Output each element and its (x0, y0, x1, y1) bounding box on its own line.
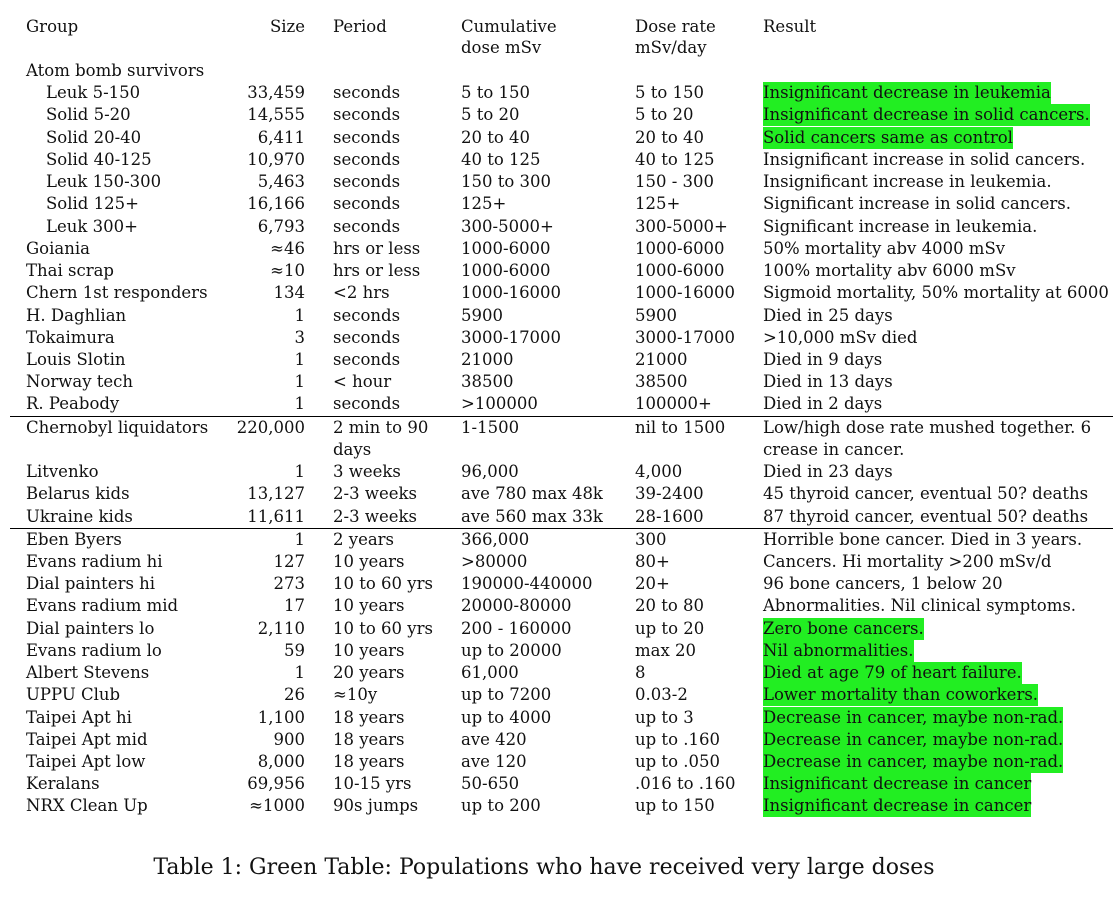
cell-group: Chern 1st responders (26, 283, 208, 302)
table-row (0, 260, 1113, 282)
cell-dose-rate: 300-5000+ (635, 217, 728, 236)
cell-size: 11,611 (247, 507, 305, 526)
cell-period: 10-15 yrs (333, 774, 412, 793)
cell-group: Chernobyl liquidators (26, 418, 209, 437)
cell-group: Evans radium lo (26, 641, 162, 660)
table-row (0, 573, 1113, 595)
table-caption: Table 1: Green Table: Populations who have received very large doses (153, 855, 935, 880)
cell-result: Significant increase in solid cancers. (763, 194, 1071, 213)
cell-group: Leuk 300+ (46, 217, 138, 236)
cell-group: R. Peabody (26, 394, 120, 413)
cell-cumulative-dose: 150 to 300 (461, 172, 552, 191)
cell-period: 2 years (333, 530, 395, 549)
cell-period: 2-3 weeks (333, 484, 417, 503)
cell-size: 3 (294, 328, 305, 347)
cell-size: 1 (294, 394, 305, 413)
cell-dose-rate: 38500 (635, 372, 688, 391)
cell-period: 10 years (333, 641, 405, 660)
cell-cumulative-dose: 1000-6000 (461, 261, 551, 280)
cell-cumulative-dose: 5 to 150 (461, 83, 531, 102)
cell-period: seconds (333, 394, 401, 413)
header-dose-rate (635, 16, 716, 58)
cell-size: 1 (294, 306, 305, 325)
cell-size: 1 (294, 663, 305, 682)
cell-cumulative-dose: 20000-80000 (461, 596, 572, 615)
cell-period: seconds (333, 217, 401, 236)
cell-period: seconds (333, 306, 401, 325)
cell-result: Low/high dose rate mushed together. 6 (763, 418, 1092, 437)
table-row (0, 82, 1113, 104)
cell-cumulative-dose: 38500 (461, 372, 514, 391)
cell-size: 14,555 (247, 105, 305, 124)
cell-cumulative-dose: 3000-17000 (461, 328, 562, 347)
cell-dose-rate: 28-1600 (635, 507, 704, 526)
header-dose-rate-line1: Dose rate (635, 17, 716, 36)
cell-cumulative-dose: 190000-440000 (461, 574, 593, 593)
table-row (0, 506, 1113, 528)
cell-dose-rate: 40 to 125 (635, 150, 715, 169)
cell-size: 59 (284, 641, 305, 660)
cell-dose-rate: nil to 1500 (635, 418, 726, 437)
table-row (0, 371, 1113, 393)
cell-group: Keralans (26, 774, 100, 793)
table-row (0, 595, 1113, 617)
cell-size: 8,000 (257, 752, 305, 771)
section-row (0, 60, 1113, 82)
cell-size: 10,970 (247, 150, 305, 169)
cell-group: Leuk 150-300 (46, 172, 162, 191)
table-row (0, 305, 1113, 327)
cell-result: Decrease in cancer, maybe non-rad. (763, 708, 1064, 727)
cell-cumulative-dose: up to 20000 (461, 641, 562, 660)
cell-cumulative-dose: 20 to 40 (461, 128, 531, 147)
cell-group: UPPU Club (26, 685, 121, 704)
cell-group: Louis Slotin (26, 350, 126, 369)
cell-result: Died at age 79 of heart failure. (763, 663, 1022, 682)
cell-dose-rate: 150 - 300 (635, 172, 715, 191)
cell-size: 16,166 (247, 194, 305, 213)
cell-period: 10 to 60 yrs (333, 574, 433, 593)
cell-result: Insignificant increase in leukemia. (763, 172, 1052, 191)
cell-result: 45 thyroid cancer, eventual 50? deaths (763, 484, 1089, 503)
table-row (0, 417, 1113, 459)
divider-rule-1 (10, 416, 1113, 417)
cell-cumulative-dose: ave 420 (461, 730, 527, 749)
cell-size: 26 (284, 685, 305, 704)
cell-period: 20 years (333, 663, 405, 682)
cell-result: Decrease in cancer, maybe non-rad. (763, 752, 1064, 771)
cell-dose-rate: up to 150 (635, 796, 715, 815)
cell-cumulative-dose: 5900 (461, 306, 503, 325)
cell-result: Cancers. Hi mortality >200 mSv/d (763, 552, 1052, 571)
cell-size: 134 (273, 283, 305, 302)
cell-group: Dial painters hi (26, 574, 156, 593)
cell-size: 1 (294, 350, 305, 369)
cell-result: >10,000 mSv died (763, 328, 918, 347)
table-row (0, 216, 1113, 238)
cell-cumulative-dose: 200 - 160000 (461, 619, 572, 638)
cell-dose-rate: 1000-6000 (635, 239, 725, 258)
cell-dose-rate: 5 to 150 (635, 83, 705, 102)
cell-dose-rate: 5 to 20 (635, 105, 694, 124)
cell-dose-rate: 1000-16000 (635, 283, 736, 302)
cell-size: 220,000 (236, 418, 305, 437)
cell-result: 100% mortality abv 6000 mSv (763, 261, 1016, 280)
cell-cumulative-dose: 1000-6000 (461, 239, 551, 258)
cell-dose-rate: max 20 (635, 641, 697, 660)
cell-period: 18 years (333, 708, 405, 727)
table-row (0, 171, 1113, 193)
cell-group: Evans radium hi (26, 552, 163, 571)
table-row (0, 684, 1113, 706)
cell-cumulative-dose: 40 to 125 (461, 150, 541, 169)
cell-group: NRX Clean Up (26, 796, 148, 815)
cell-result: Died in 9 days (763, 350, 883, 369)
cell-size: 33,459 (247, 83, 305, 102)
cell-group: Taipei Apt low (26, 752, 146, 771)
cell-result: 87 thyroid cancer, eventual 50? deaths (763, 507, 1089, 526)
cell-size: 1 (294, 530, 305, 549)
table-row (0, 149, 1113, 171)
cell-dose-rate: 20 to 80 (635, 596, 705, 615)
cell-group: Leuk 5-150 (46, 83, 141, 102)
cell-cumulative-dose: 1-1500 (461, 418, 520, 437)
cell-cumulative-dose: >100000 (461, 394, 538, 413)
cell-period: < hour (333, 372, 392, 391)
cell-size: 1 (294, 372, 305, 391)
header-result: Result (763, 17, 817, 36)
cell-cumulative-dose: ave 780 max 48k (461, 484, 603, 503)
cell-result: Died in 25 days (763, 306, 893, 325)
cell-group: Albert Stevens (26, 663, 150, 682)
table-row (0, 327, 1113, 349)
header-dose-rate-line2: mSv/day (635, 38, 707, 57)
cell-result: Insignificant increase in solid cancers. (763, 150, 1086, 169)
cell-cumulative-dose: up to 200 (461, 796, 541, 815)
cell-period: hrs or less (333, 261, 421, 280)
cell-cumulative-dose: 5 to 20 (461, 105, 520, 124)
cell-size: ≈46 (270, 239, 305, 258)
table-row (0, 662, 1113, 684)
cell-group: Litvenko (26, 462, 99, 481)
cell-group: Dial painters lo (26, 619, 155, 638)
cell-period: seconds (333, 194, 401, 213)
divider-rule-2 (10, 528, 1113, 529)
cell-cumulative-dose: 125+ (461, 194, 507, 213)
cell-size: 6,411 (257, 128, 305, 147)
table-row (0, 551, 1113, 573)
cell-group: Eben Byers (26, 530, 122, 549)
section-title: Atom bomb survivors (26, 61, 205, 80)
cell-dose-rate: 8 (635, 663, 646, 682)
cell-result: Died in 2 days (763, 394, 883, 413)
cell-period-line2: days (333, 440, 372, 459)
cell-cumulative-dose: 96,000 (461, 462, 519, 481)
cell-size: 13,127 (247, 484, 305, 503)
cell-group: Solid 5-20 (46, 105, 131, 124)
cell-cumulative-dose: up to 4000 (461, 708, 552, 727)
cell-period: ≈10y (333, 685, 378, 704)
cell-period: seconds (333, 128, 401, 147)
cell-result: Insignificant decrease in cancer (763, 796, 1032, 815)
cell-size: 1 (294, 462, 305, 481)
table-row (0, 618, 1113, 640)
cell-group: Ukraine kids (26, 507, 133, 526)
cell-result: Abnormalities. Nil clinical symptoms. (763, 596, 1077, 615)
cell-cumulative-dose: >80000 (461, 552, 528, 571)
cell-size: 6,793 (257, 217, 305, 236)
cell-dose-rate: up to .050 (635, 752, 720, 771)
cell-cumulative-dose: 61,000 (461, 663, 519, 682)
cell-group: H. Daghlian (26, 306, 127, 325)
table-row (0, 193, 1113, 215)
cell-group: Solid 20-40 (46, 128, 142, 147)
cell-result: Lower mortality than coworkers. (763, 685, 1039, 704)
cell-size: 69,956 (247, 774, 305, 793)
cell-group: Belarus kids (26, 484, 130, 503)
table-row (0, 795, 1113, 817)
cell-dose-rate: 20+ (635, 574, 670, 593)
cell-period: seconds (333, 328, 401, 347)
cell-dose-rate: 39-2400 (635, 484, 704, 503)
table-row (0, 751, 1113, 773)
cell-result: Sigmoid mortality, 50% mortality at 6000 (763, 283, 1109, 302)
cell-dose-rate: up to 3 (635, 708, 694, 727)
cell-dose-rate: up to 20 (635, 619, 705, 638)
cell-result: Insignificant decrease in leukemia (763, 83, 1051, 102)
cell-dose-rate: 300 (635, 530, 667, 549)
cell-result: Significant increase in leukemia. (763, 217, 1038, 236)
cell-result: Decrease in cancer, maybe non-rad. (763, 730, 1064, 749)
cell-result: Died in 13 days (763, 372, 893, 391)
cell-result: Horrible bone cancer. Died in 3 years. (763, 530, 1083, 549)
cell-dose-rate: 5900 (635, 306, 677, 325)
table-row (0, 773, 1113, 795)
cell-period: 18 years (333, 752, 405, 771)
table-row (0, 393, 1113, 415)
cell-period: 10 years (333, 552, 405, 571)
cell-group: Taipei Apt mid (26, 730, 148, 749)
cell-group: Evans radium mid (26, 596, 179, 615)
cell-cumulative-dose: 366,000 (461, 530, 530, 549)
cell-period: 2-3 weeks (333, 507, 417, 526)
cell-size: 127 (273, 552, 305, 571)
cell-group: Solid 125+ (46, 194, 139, 213)
cell-dose-rate: 100000+ (635, 394, 712, 413)
cell-dose-rate: 1000-6000 (635, 261, 725, 280)
cell-group: Thai scrap (26, 261, 114, 280)
cell-group: Goiania (26, 239, 90, 258)
table-row (0, 238, 1113, 260)
cell-cumulative-dose: 300-5000+ (461, 217, 554, 236)
header-cumulative-line2: dose mSv (461, 38, 542, 57)
cell-dose-rate: 3000-17000 (635, 328, 736, 347)
cell-result: 96 bone cancers, 1 below 20 (763, 574, 1003, 593)
cell-group: Solid 40-125 (46, 150, 152, 169)
cell-dose-rate: 21000 (635, 350, 688, 369)
cell-cumulative-dose: 50-650 (461, 774, 520, 793)
cell-period: seconds (333, 172, 401, 191)
cell-group: Norway tech (26, 372, 134, 391)
cell-result: Nil abnormalities. (763, 641, 914, 660)
cell-dose-rate: 0.03-2 (635, 685, 688, 704)
cell-period: seconds (333, 150, 401, 169)
table-row (0, 127, 1113, 149)
cell-period: <2 hrs (333, 283, 390, 302)
cell-cumulative-dose: ave 120 (461, 752, 527, 771)
cell-group: Taipei Apt hi (26, 708, 132, 727)
cell-period: seconds (333, 105, 401, 124)
cell-result: Died in 23 days (763, 462, 893, 481)
cell-period: seconds (333, 83, 401, 102)
cell-dose-rate: 80+ (635, 552, 670, 571)
cell-period: 10 years (333, 596, 405, 615)
cell-group: Tokaimura (26, 328, 115, 347)
cell-size: 273 (273, 574, 305, 593)
cell-result: Solid cancers same as control (763, 128, 1013, 147)
cell-size: 2,110 (257, 619, 305, 638)
table-row (0, 349, 1113, 371)
cell-period: seconds (333, 350, 401, 369)
cell-period: 10 to 60 yrs (333, 619, 433, 638)
cell-cumulative-dose: ave 560 max 33k (461, 507, 603, 526)
header-period: Period (333, 17, 387, 36)
table-row (0, 529, 1113, 551)
table-row (0, 707, 1113, 729)
cell-size: 17 (284, 596, 305, 615)
table-row (0, 461, 1113, 483)
table-row (0, 282, 1113, 304)
cell-dose-rate: .016 to .160 (635, 774, 736, 793)
cell-result: Insignificant decrease in solid cancers. (763, 105, 1090, 124)
cell-cumulative-dose: up to 7200 (461, 685, 552, 704)
cell-size: 5,463 (257, 172, 305, 191)
header-cumulative (461, 16, 557, 58)
cell-dose-rate: 125+ (635, 194, 681, 213)
cell-cumulative-dose: 21000 (461, 350, 514, 369)
cell-size: 900 (273, 730, 305, 749)
cell-result: Zero bone cancers. (763, 619, 924, 638)
cell-size: 1,100 (257, 708, 305, 727)
table-row (0, 729, 1113, 751)
cell-dose-rate: 4,000 (635, 462, 683, 481)
header-cumulative-line1: Cumulative (461, 17, 557, 36)
cell-period: 90s jumps (333, 796, 419, 815)
cell-period: 2 min to 90 (333, 418, 429, 437)
cell-size: ≈1000 (249, 796, 305, 815)
cell-dose-rate: up to .160 (635, 730, 720, 749)
header-group: Group (26, 17, 79, 36)
cell-size: ≈10 (270, 261, 305, 280)
table-row (0, 104, 1113, 126)
cell-period: 18 years (333, 730, 405, 749)
cell-result: Insignificant decrease in cancer (763, 774, 1032, 793)
cell-dose-rate: 20 to 40 (635, 128, 705, 147)
cell-period: 3 weeks (333, 462, 401, 481)
cell-period: hrs or less (333, 239, 421, 258)
table-row (0, 640, 1113, 662)
table-row (0, 483, 1113, 505)
cell-result: 50% mortality abv 4000 mSv (763, 239, 1006, 258)
cell-cumulative-dose: 1000-16000 (461, 283, 562, 302)
cell-result-line2: crease in cancer. (763, 440, 905, 459)
header-size: Size (269, 17, 305, 36)
